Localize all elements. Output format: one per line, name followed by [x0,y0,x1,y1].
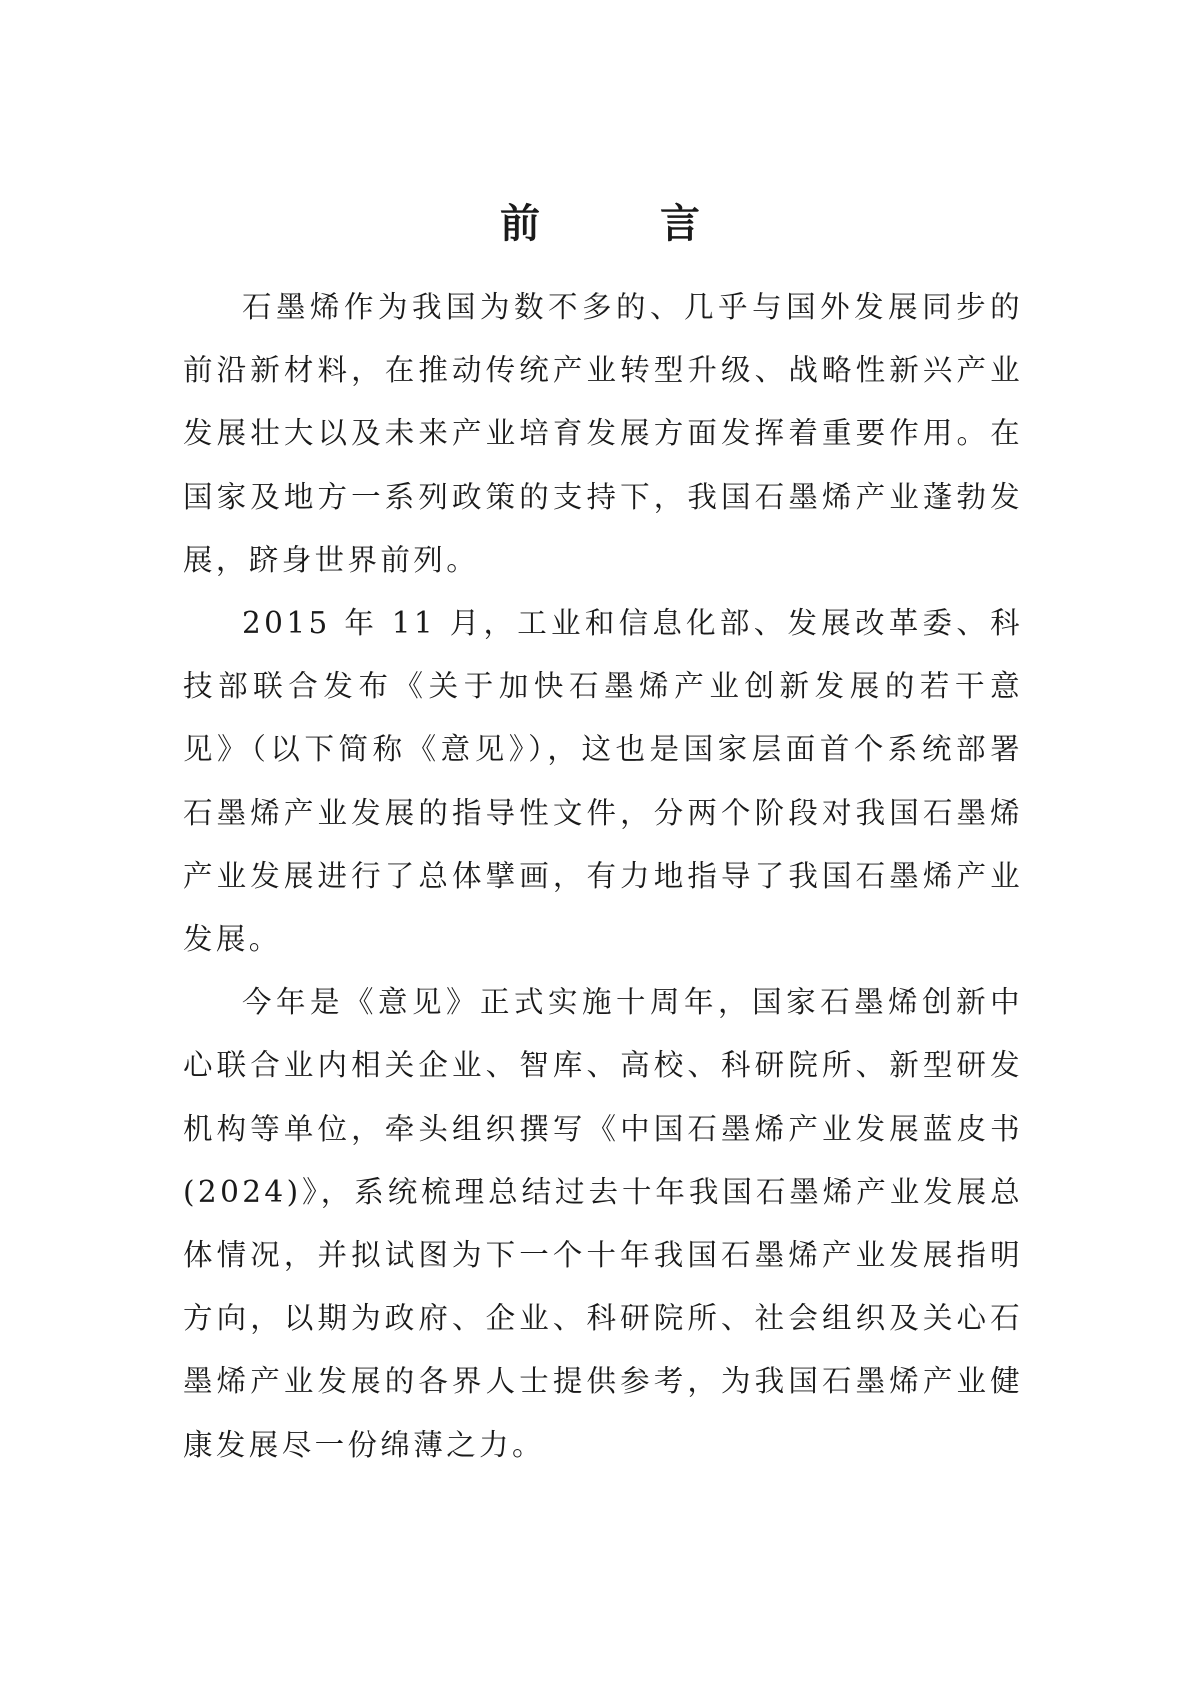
page-title: 前 言 [500,200,740,247]
preface-body [183,276,1023,1477]
paragraph-2: 2015 年 11 月，工业和信息化部、发展改革委、科技部联合发布《关于加快石墨烯产业创新发展的若干意见》（以下简称《意见》），这也是国家层面首个系统部署石墨烯产业发展的指导性文件，分两个阶段对我国石墨烯产业发展进行了总体擘画，有力地指导了我国石墨烯产业发展。 [183,606,1023,957]
paragraph-1: 石墨烯作为我国为数不多的、几乎与国外发展同步的前沿新材料，在推动传统产业转型升级、战略性新兴产业发展壮大以及未来产业培育发展方面发挥着重要作用。在国家及地方一系列政策的支持下，我国石墨烯产业蓬勃发展，跻身世界前列。 [183,290,1023,577]
paragraph-3: 今年是《意见》正式实施十周年，国家石墨烯创新中心联合业内相关企业、智库、高校、科研院所、新型研发机构等单位，牵头组织撰写《中国石墨烯产业发展蓝皮书(2024)》，系统梳理总结过去十年我国石墨烯产业发展总体情况，并拟试图为下一个十年我国石墨烯产业发展指明方向，以期为政府、企业、科研院所、社会组织及关心石墨烯产业发展的各界人士提供参考，为我国石墨烯产业健康发展尽一份绵薄之力。 [183,985,1023,1462]
